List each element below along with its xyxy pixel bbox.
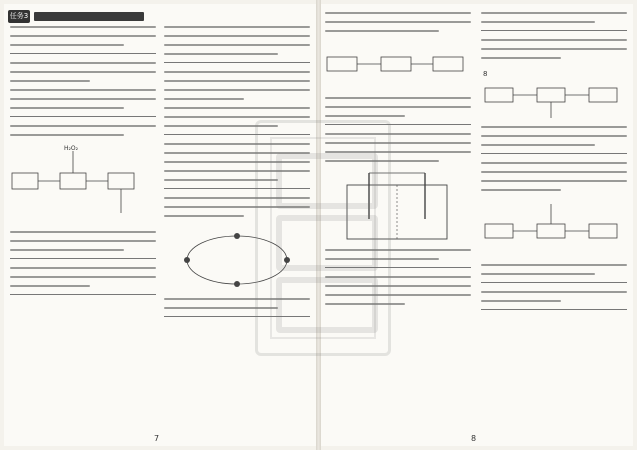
- answer-line[interactable]: [481, 309, 627, 310]
- answer-line[interactable]: [10, 53, 156, 54]
- watermark-seal: [255, 120, 391, 356]
- section-title-illegible: [34, 12, 144, 21]
- right-page-column-2: [481, 12, 627, 318]
- answer-line[interactable]: [481, 282, 627, 283]
- process-flow-b: [325, 39, 471, 93]
- diagram-box: [537, 224, 565, 238]
- task-tag: 任务3: [8, 10, 30, 23]
- diagram-box: [12, 173, 38, 189]
- answer-line[interactable]: [481, 30, 627, 31]
- diagram-box: [485, 224, 513, 238]
- formula-label: H₂O₂: [64, 145, 79, 152]
- answer-line[interactable]: [481, 153, 627, 154]
- answer-line[interactable]: [10, 294, 156, 295]
- question-number: 8: [483, 70, 488, 78]
- diagram-box: [381, 57, 411, 71]
- diagram-box: [537, 88, 565, 102]
- diagram-box: [108, 173, 134, 189]
- process-flow-c: [481, 66, 627, 122]
- process-flow-d: [481, 198, 627, 260]
- cycle-node: [234, 281, 240, 287]
- cycle-node: [234, 233, 240, 239]
- left-page-column-1: [10, 26, 156, 303]
- flow-diagram-a: [10, 143, 156, 227]
- answer-line[interactable]: [10, 258, 156, 259]
- diagram-box: [327, 57, 357, 71]
- page-number-left: 7: [154, 434, 160, 443]
- page-number-right: 8: [471, 434, 477, 443]
- diagram-box: [589, 88, 617, 102]
- answer-line[interactable]: [10, 116, 156, 117]
- diagram-box: [60, 173, 86, 189]
- answer-line[interactable]: [164, 62, 310, 63]
- cycle-node: [184, 257, 190, 263]
- diagram-box: [485, 88, 513, 102]
- diagram-box: [433, 57, 463, 71]
- diagram-box: [589, 224, 617, 238]
